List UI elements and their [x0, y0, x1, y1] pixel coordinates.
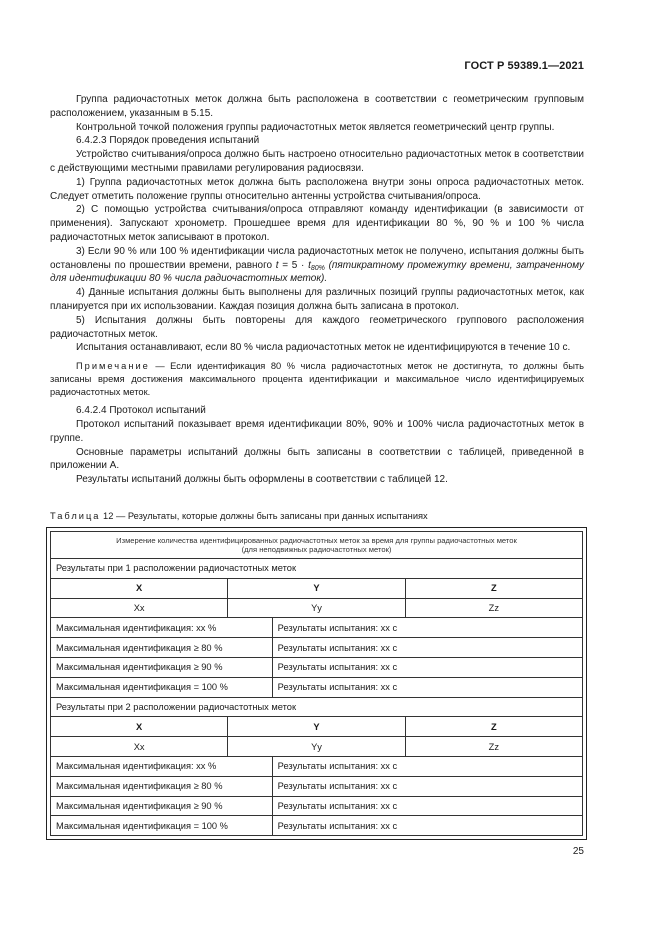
axis-values-row — [51, 737, 583, 757]
results-table-grid — [50, 531, 583, 836]
formula-subscript: 80% — [310, 264, 325, 272]
note-text: — Если идентификация 80 % числа радиочастотных меток не достигнута, то должны быть записаны время достижения максимального процента идентификации и максимальное число идентифицируемых радиочастотных меток. — [50, 361, 584, 398]
identification-cell: Максимальная идентификация: xx % — [51, 618, 273, 638]
document-body — [50, 93, 584, 487]
result-cell: Результаты испытания: xx с — [272, 796, 582, 816]
page-number: 25 — [572, 846, 584, 857]
table-caption-label: Таблица — [50, 511, 101, 521]
table-row — [51, 618, 583, 638]
axes-row — [51, 578, 583, 598]
axis-z-cell: Z — [405, 578, 582, 598]
note — [50, 360, 584, 399]
table-row — [51, 657, 583, 677]
section-heading-6-4-2-4: 6.4.2.4 Протокол испытаний — [76, 405, 206, 417]
identification-cell: Максимальная идентификация ≥ 80 % — [51, 776, 273, 796]
value-y-cell: Yy — [228, 737, 405, 757]
result-cell: Результаты испытания: xx с — [272, 776, 582, 796]
table-caption — [50, 511, 428, 521]
paragraph: Испытания останавливают, если 80 % числа радиочастотных меток не идентифицируются в течение 10 с. — [76, 342, 571, 354]
document-header-standard: ГОСТ Р 59389.1—2021 — [464, 60, 584, 72]
paragraph: Протокол испытаний показывает время идентификации 80%, 90% и 100% числа радиочастотных меток в группе. — [50, 418, 584, 444]
result-cell: Результаты испытания: xx с — [272, 816, 582, 836]
list-item-step-2: 2) С помощью устройства считывания/опроса отправляют команду идентификации (в зависимости от применения). Запускают хронометр. Прошедшее время для идентификации 80 %, 90 % и 100 % числа радиочастотных меток записывают в протокол. — [50, 204, 584, 243]
table-header-line-1: Измерение количества идентифицированных радиочастотных меток за время для группы радиочастотных меток — [116, 535, 517, 545]
table-caption-text: 12 — Результаты, которые должны быть записаны при данных испытаниях — [100, 511, 428, 521]
section-heading-6-4-2-3: 6.4.2.3 Порядок проведения испытаний — [76, 135, 260, 147]
table-row — [51, 816, 583, 836]
formula-equation: = 5 · — [278, 259, 309, 271]
section-title-cell: Результаты при 2 расположении радиочастотных меток — [51, 697, 583, 717]
section-title-row — [51, 697, 583, 717]
result-cell: Результаты испытания: xx с — [272, 618, 582, 638]
table-row — [51, 776, 583, 796]
axis-z-cell: Z — [405, 717, 582, 737]
table-header-cell — [51, 532, 583, 559]
axis-values-row — [51, 598, 583, 618]
result-cell: Результаты испытания: xx с — [272, 677, 582, 697]
paragraph: Устройство считывания/опроса должно быть настроено относительно радиочастотных меток в соответствии с действующими местными правилами регулирования радиосвязи. — [50, 149, 584, 174]
list-item-step-3 — [50, 245, 584, 286]
table-row — [51, 638, 583, 658]
table-header-row — [51, 532, 583, 559]
formula-variable-t: t — [275, 259, 279, 271]
result-cell: Результаты испытания: xx с — [272, 756, 582, 776]
results-table — [46, 527, 587, 840]
value-x-cell: Xx — [51, 598, 228, 618]
paragraph: Основные параметры испытаний должны быть записаны в соответствии с таблицей, приведенной в приложении А. — [50, 446, 584, 472]
identification-cell: Максимальная идентификация ≥ 90 % — [51, 657, 273, 677]
list-item-step-1: 1) Группа радиочастотных меток должна быть расположена внутри зоны опроса радиочастотных меток. Следует отметить положение группы относительно антенны устройства считывания/опроса. — [50, 176, 584, 202]
step-3-italic-text: (пятикратному промежутку времени, затраченному для идентификации 80 % числа радиочастотных меток). — [50, 259, 584, 285]
paragraph: Контрольной точкой положения группы радиочастотных меток является геометрический центр группы. — [76, 121, 555, 133]
note-label: Примечание — [76, 361, 150, 372]
identification-cell: Максимальная идентификация ≥ 90 % — [51, 796, 273, 816]
value-z-cell: Zz — [405, 598, 582, 618]
axis-y-cell: Y — [228, 717, 405, 737]
axis-x-cell: X — [51, 578, 228, 598]
value-y-cell: Yy — [228, 598, 405, 618]
identification-cell: Максимальная идентификация = 100 % — [51, 677, 273, 697]
value-x-cell: Xx — [51, 737, 228, 757]
table-row — [51, 796, 583, 816]
section-title-row — [51, 559, 583, 579]
result-cell: Результаты испытания: xx с — [272, 657, 582, 677]
axis-x-cell: X — [51, 717, 228, 737]
value-z-cell: Zz — [405, 737, 582, 757]
identification-cell: Максимальная идентификация: xx % — [51, 756, 273, 776]
identification-cell: Максимальная идентификация = 100 % — [51, 816, 273, 836]
axes-row — [51, 717, 583, 737]
axis-y-cell: Y — [228, 578, 405, 598]
list-item-step-4: 4) Данные испытания должны быть выполнены для различных позиций группы радиочастотных меток, как планируется при их использовании. Каждая позиция должна быть записана в протокол. — [50, 287, 584, 312]
table-row — [51, 756, 583, 776]
table-row — [51, 677, 583, 697]
paragraph: Группа радиочастотных меток должна быть расположена в соответствии с геометрическим групповым расположением, указанным в 5.15. — [50, 94, 584, 119]
step-3-text: 3) Если 90 % или 100 % идентификации числа радиочастотных меток не получено, испытания должны быть остановлены по прошествии времени, равного — [50, 245, 584, 271]
identification-cell: Максимальная идентификация ≥ 80 % — [51, 638, 273, 658]
list-item-step-5: 5) Испытания должны быть повторены для каждого геометрического группового расположения радиочастотных меток. — [50, 314, 584, 340]
paragraph: Результаты испытаний должны быть оформлены в соответствии с таблицей 12. — [76, 474, 448, 486]
formula-t80: $t_{80\%}$ — [308, 259, 325, 272]
section-title-cell: Результаты при 1 расположении радиочастотных меток — [51, 559, 583, 579]
table-header-line-2: (для неподвижных радиочастотных меток) — [241, 545, 392, 554]
result-cell: Результаты испытания: xx с — [272, 638, 582, 658]
